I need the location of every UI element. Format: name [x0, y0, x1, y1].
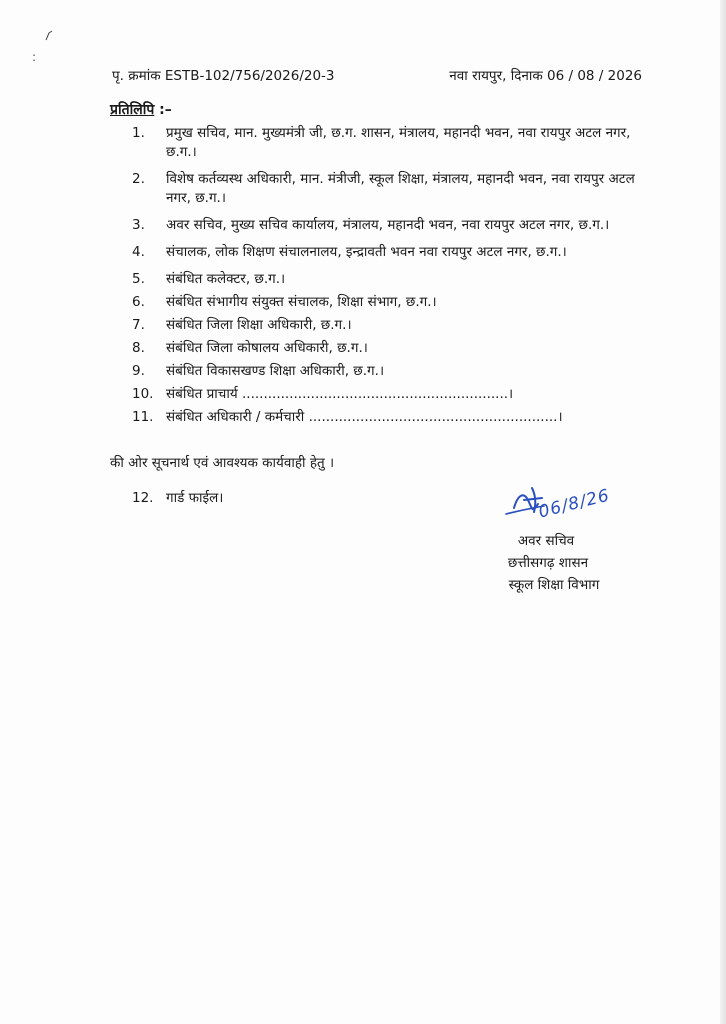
list-item-text: संबंधित कलेक्टर, छ.ग.।	[166, 271, 286, 287]
copy-to-suffix: :–	[154, 102, 172, 118]
scan-edge-shadow	[720, 0, 726, 1024]
signatory-designation: अवर सचिव	[517, 533, 575, 549]
list-item	[0, 270, 648, 289]
list-item-text: संचालक, लोक शिक्षण संचालनालय, इन्द्रावती भवन नवा रायपुर अटल नगर, छ.ग.।	[166, 244, 567, 260]
list-item-text: संबंधित संभागीय संयुक्त संचालक, शिक्षा संभाग, छ.ग.।	[166, 294, 437, 310]
signature-date: 06/8/26	[536, 485, 612, 523]
guard-file-line	[132, 488, 223, 506]
list-item	[0, 216, 648, 235]
signatory-department: स्कूल शिक्षा विभाग	[508, 577, 600, 593]
list-item-text: संबंधित अधिकारी / कर्मचारी ..........................................................।	[166, 409, 563, 425]
copy-to-heading	[110, 100, 172, 119]
place-date: नवा रायपुर, दिनाक 06 / 08 / 2026	[449, 68, 642, 84]
recipient-list	[0, 124, 726, 431]
list-item-number: 11.	[132, 409, 154, 425]
list-item-number: 1.	[132, 125, 145, 141]
list-item	[0, 316, 648, 335]
list-item	[0, 170, 648, 208]
list-item	[0, 124, 648, 162]
reference-line	[112, 66, 642, 86]
list-item	[0, 408, 648, 427]
list-item-text: संबंधित जिला शिक्षा अधिकारी, छ.ग.।	[166, 317, 352, 333]
corner-mark: :	[32, 50, 37, 64]
guard-file-text: गार्ड फाईल।	[166, 490, 224, 506]
copy-to-label: प्रतिलिपि	[110, 102, 155, 118]
list-item	[0, 243, 648, 262]
list-item	[0, 339, 648, 358]
list-item-text: प्रमुख सचिव, मान. मुख्यमंत्री जी, छ.ग. शासन, मंत्रालय, महानदी भवन, नवा रायपुर अटल नगर, छ.ग.।	[166, 125, 631, 160]
list-item	[0, 362, 648, 381]
reference-number: पृ. क्रमांक ESTB-102/756/2026/20-3	[112, 68, 335, 84]
list-item-number: 7.	[132, 317, 145, 333]
list-item	[0, 293, 648, 312]
list-item-number: 5.	[132, 271, 145, 287]
list-item-number: 6.	[132, 294, 145, 310]
guard-file-number: 12.	[132, 490, 154, 506]
list-item	[0, 385, 648, 404]
list-item-text: संबंधित विकासखण्ड शिक्षा अधिकारी, छ.ग.।	[166, 363, 385, 379]
list-item-number: 2.	[132, 171, 145, 187]
list-item-number: 8.	[132, 340, 145, 356]
closing-line: की ओर सूचनार्थ एवं आवश्यक कार्यवाही हेतु ।	[110, 455, 335, 471]
list-item-number: 3.	[132, 217, 145, 233]
list-item-number: 9.	[132, 363, 145, 379]
pen-tick-mark	[44, 30, 54, 42]
list-item-number: 4.	[132, 244, 145, 260]
list-item-number: 10.	[132, 386, 154, 402]
list-item-text: संबंधित प्राचार्य ..............................................................।	[166, 386, 514, 402]
signatory-block	[460, 530, 630, 596]
list-item-text: अवर सचिव, मुख्य सचिव कार्यालय, मंत्रालय, महानदी भवन, नवा रायपुर अटल नगर, छ.ग.।	[166, 217, 610, 233]
list-item-text: संबंधित जिला कोषालय अधिकारी, छ.ग.।	[166, 340, 368, 356]
list-item-text: विशेष कर्तव्यस्थ अधिकारी, मान. मंत्रीजी, स्कूल शिक्षा, मंत्रालय, महानदी भवन, नवा रायपुर अटल नगर, छ.ग.।	[166, 171, 635, 206]
signatory-government: छत्तीसगढ़ शासन	[507, 555, 589, 571]
